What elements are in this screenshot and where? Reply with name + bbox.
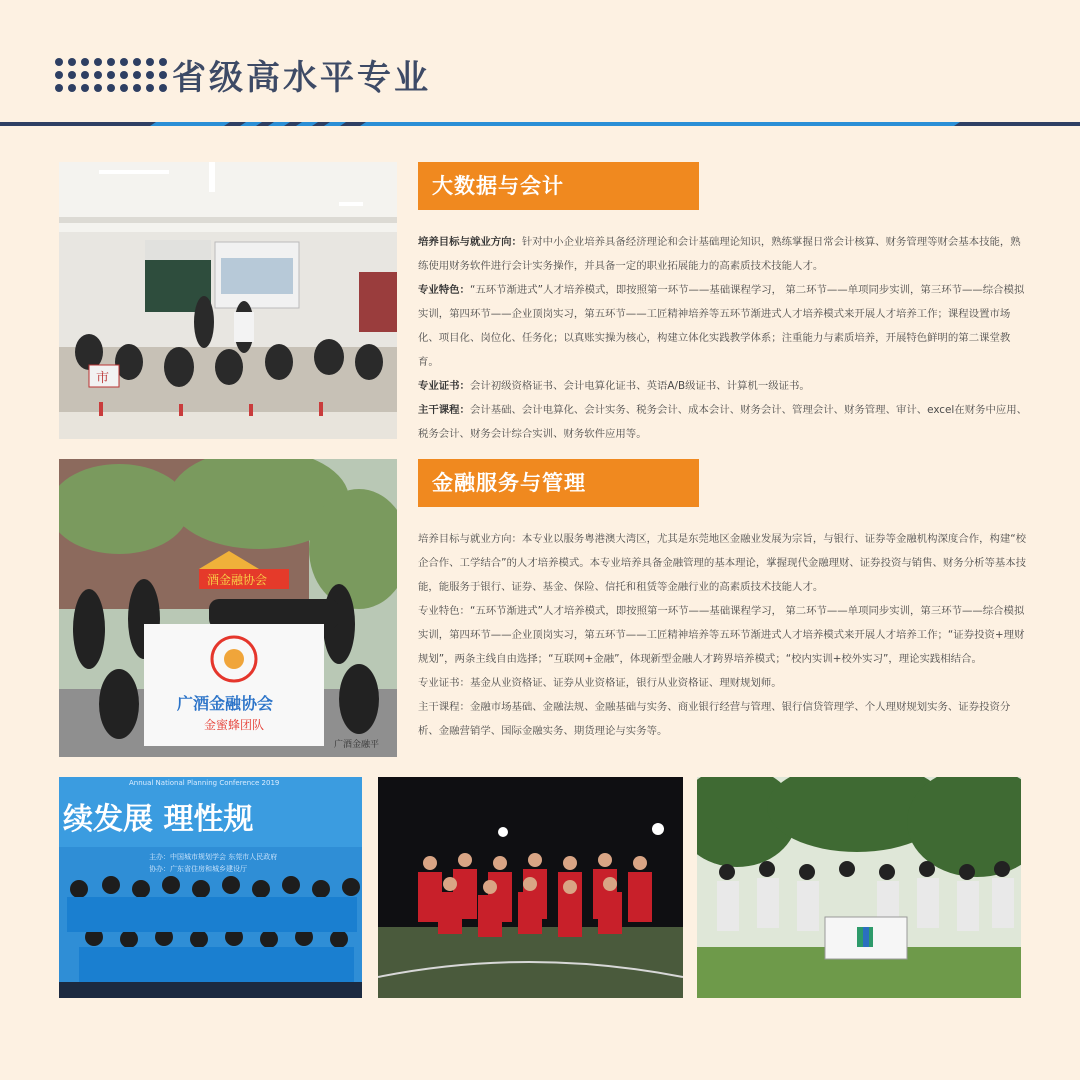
- paragraph-courses: [418, 398, 1030, 446]
- text-training-goal-2: 本专业以服务粤港澳大湾区，尤其是东莞地区金融业发展为宗旨，与银行、证券等金融机构深度合作，构建“校企合作、工学结合”的人才培养模式。本专业培养具备金融管理的基本理论，掌握现代金融理财、证券投资与销售、财务分析等基本技能，能服务于银行、证券、基金、保险、信托和租赁等金融行业的高素质技术技能人才。: [418, 533, 1027, 593]
- text-features-2: “五环节渐进式”人才培养模式，即按照第一环节——基础课程学习， 第二环节——单项同步实训，第三环节——综合模拟实训，第四环节——企业顶岗实习，第五环节——工匠精神培养等五环节渐进式人才培养模式来开展人才培养工作；“证券投资+理财规划”，两条主线自由选择；“互联网+金融”，体现新型金融人才跨界培养模式；“校内实训+校外实习”，理论实践相结合。: [418, 605, 1025, 665]
- label-features-2: 专业特色：: [418, 605, 470, 617]
- section-body-big-data-accounting: [418, 230, 1030, 446]
- paragraph-certificates-2: [418, 671, 1030, 695]
- conference-sub-line-1: 主办：中国城市规划学会 东莞市人民政府: [149, 853, 278, 861]
- text-certificates: 会计初级资格证书、会计电算化证书、英语A/B级证书、计算机一级证书。: [469, 380, 810, 392]
- photo-basketball-team: [378, 777, 683, 998]
- banner-main-text: 广酒金融协会: [177, 694, 274, 713]
- classroom-sign-text: 市: [96, 371, 110, 386]
- paragraph-certificates: [418, 374, 1030, 398]
- outdoor-illustration: [697, 777, 1021, 998]
- conference-top-text: Annual National Planning Conference 2019: [129, 779, 280, 787]
- paragraph-training-goal-2: [418, 527, 1030, 599]
- text-courses: 会计基础、会计电算化、会计实务、税务会计、成本会计、财务会计、管理会计、财务管理、审计、excel在财务中应用、税务会计、财务会计综合实训、财务软件应用等。: [418, 404, 1028, 440]
- classroom-illustration: [59, 162, 397, 439]
- basketball-illustration: [378, 777, 683, 998]
- label-courses: 主干课程：: [418, 404, 470, 416]
- photo-finance-association: [59, 459, 397, 757]
- section-body-finance-management: [418, 527, 1030, 743]
- dot-grid-decoration: [55, 58, 167, 92]
- tent-text: 酒金融协会: [207, 573, 268, 587]
- banner-sub-text: 金蜜蜂团队: [204, 718, 265, 732]
- label-training-goal: 培养目标与就业方向：: [418, 236, 522, 248]
- conference-sub-line-2: 协办：广东省住房和城乡建设厅: [149, 865, 247, 873]
- conference-big-text: 续发展 理性规: [63, 802, 254, 837]
- label-features: 专业特色：: [418, 284, 470, 296]
- watermark-text: 广酒金融平: [334, 740, 380, 750]
- paragraph-features: [418, 278, 1030, 374]
- label-certificates: 专业证书：: [418, 380, 470, 392]
- paragraph-features-2: [418, 599, 1030, 671]
- section-title-finance-management: 金融服务与管理: [418, 459, 699, 507]
- text-certificates-2: 基金从业资格证、证券从业资格证，银行从业资格证、理财规划师。: [469, 677, 782, 689]
- text-training-goal: 针对中小企业培养具备经济理论和会计基础理论知识，熟练掌握日常会计核算、财务管理等财会基本技能，熟练使用财务软件进行会计实务操作，并具备一定的职业拓展能力的高素质技术技能人才。: [418, 236, 1021, 272]
- photo-conference: [59, 777, 362, 998]
- photo-classroom: [59, 162, 397, 439]
- header-divider: [0, 121, 1080, 127]
- paragraph-training-goal: [418, 230, 1030, 278]
- label-training-goal-2: 培养目标与就业方向：: [418, 533, 522, 545]
- conference-illustration: [59, 777, 362, 998]
- label-courses-2: 主干课程：: [418, 701, 470, 713]
- page-title: 省级高水平专业: [172, 58, 431, 98]
- text-features: “五环节渐进式”人才培养模式，即按照第一环节——基础课程学习， 第二环节——单项同步实训，第三环节——综合模拟实训，第四环节——企业顶岗实习，第五环节——工匠精神培养等五环节渐进式人才培养模式来开展人才培养工作；课程设置市场化、项目化、岗位化、任务化；以真账实操为核心，构建立体化实践教学体系；注重能力与素质培养，开展特色鲜明的第二课堂教育。: [418, 284, 1025, 368]
- section-title-big-data-accounting: 大数据与会计: [418, 162, 699, 210]
- label-certificates-2: 专业证书：: [418, 677, 470, 689]
- photo-outdoor-group: [697, 777, 1021, 998]
- text-courses-2: 金融市场基础、金融法规、金融基础与实务、商业银行经营与管理、银行信贷管理学、个人理财规划实务、证券投资分析、金融营销学、国际金融实务、期货理论与实务等。: [418, 701, 1011, 737]
- association-illustration: [59, 459, 397, 757]
- paragraph-courses-2: [418, 695, 1030, 743]
